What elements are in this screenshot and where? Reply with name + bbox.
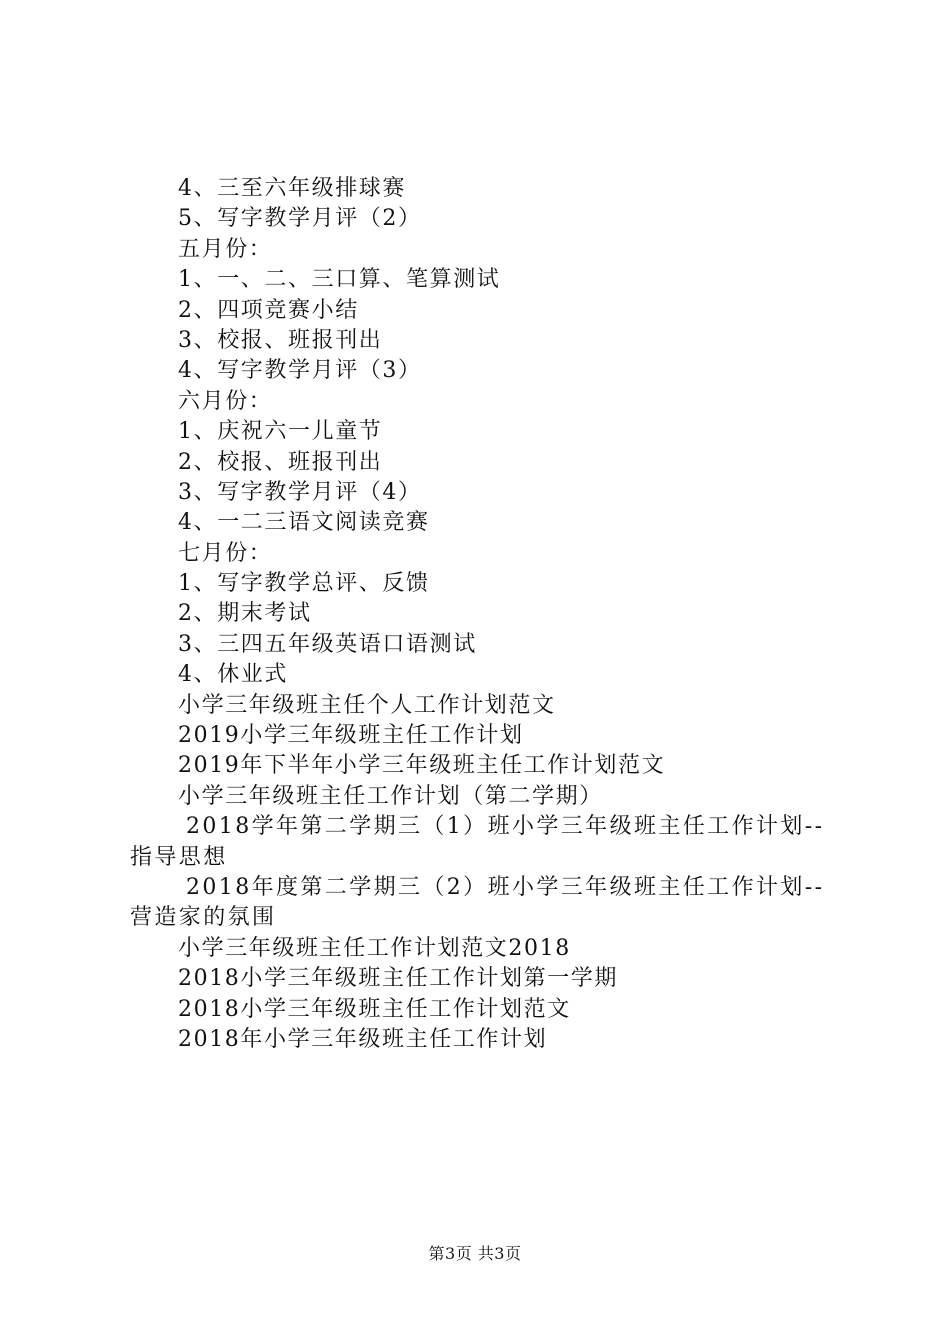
text-line: 2、期末考试 [178, 601, 312, 627]
text-line: 1、庆祝六一儿童节 [178, 419, 383, 445]
related-link[interactable]: 2018学年第二学期三（1）班小学三年级班主任工作计划--指导思想 [130, 814, 825, 870]
related-link[interactable]: 2019小学三年级班主任工作计划 [178, 723, 524, 749]
related-link[interactable]: 2018年小学三年级班主任工作计划 [178, 1027, 548, 1052]
section-heading: 七月份： [178, 540, 273, 566]
related-link[interactable]: 小学三年级班主任工作计划范文2018 [178, 935, 571, 961]
section-heading: 六月份： [178, 388, 273, 414]
related-link[interactable]: 2018小学三年级班主任工作计划第一学期 [178, 966, 618, 992]
text-line: 4、写字教学月评（3） [178, 358, 422, 384]
text-line: 4、休业式 [178, 662, 288, 688]
text-line: 2、校报、班报刊出 [178, 449, 383, 475]
section-heading: 五月份： [178, 236, 273, 262]
text-line: 1、一、二、三口算、笔算测试 [178, 267, 501, 293]
document-body [130, 174, 830, 1055]
text-line: 5、写字教学月评（2） [178, 206, 422, 232]
related-link[interactable]: 小学三年级班主任工作计划（第二学期） [178, 783, 603, 809]
text-line: 3、写字教学月评（4） [178, 479, 422, 505]
text-line: 4、一二三语文阅读竞赛 [178, 510, 430, 536]
related-link[interactable]: 2018小学三年级班主任工作计划范文 [178, 996, 571, 1022]
related-link[interactable]: 小学三年级班主任个人工作计划范文 [178, 692, 556, 718]
text-line: 2、四项竞赛小结 [178, 297, 359, 323]
related-link[interactable]: 2018年度第二学期三（2）班小学三年级班主任工作计划--营造家的氛围 [130, 875, 825, 931]
text-line: 3、三四五年级英语口语测试 [178, 631, 477, 657]
text-line: 4、三至六年级排球赛 [178, 176, 406, 201]
page-footer: 第3页 共3页 [428, 1244, 522, 1263]
text-line: 1、写字教学总评、反馈 [178, 571, 430, 597]
text-line: 3、校报、班报刊出 [178, 327, 383, 353]
related-link[interactable]: 2019年下半年小学三年级班主任工作计划范文 [178, 753, 666, 779]
